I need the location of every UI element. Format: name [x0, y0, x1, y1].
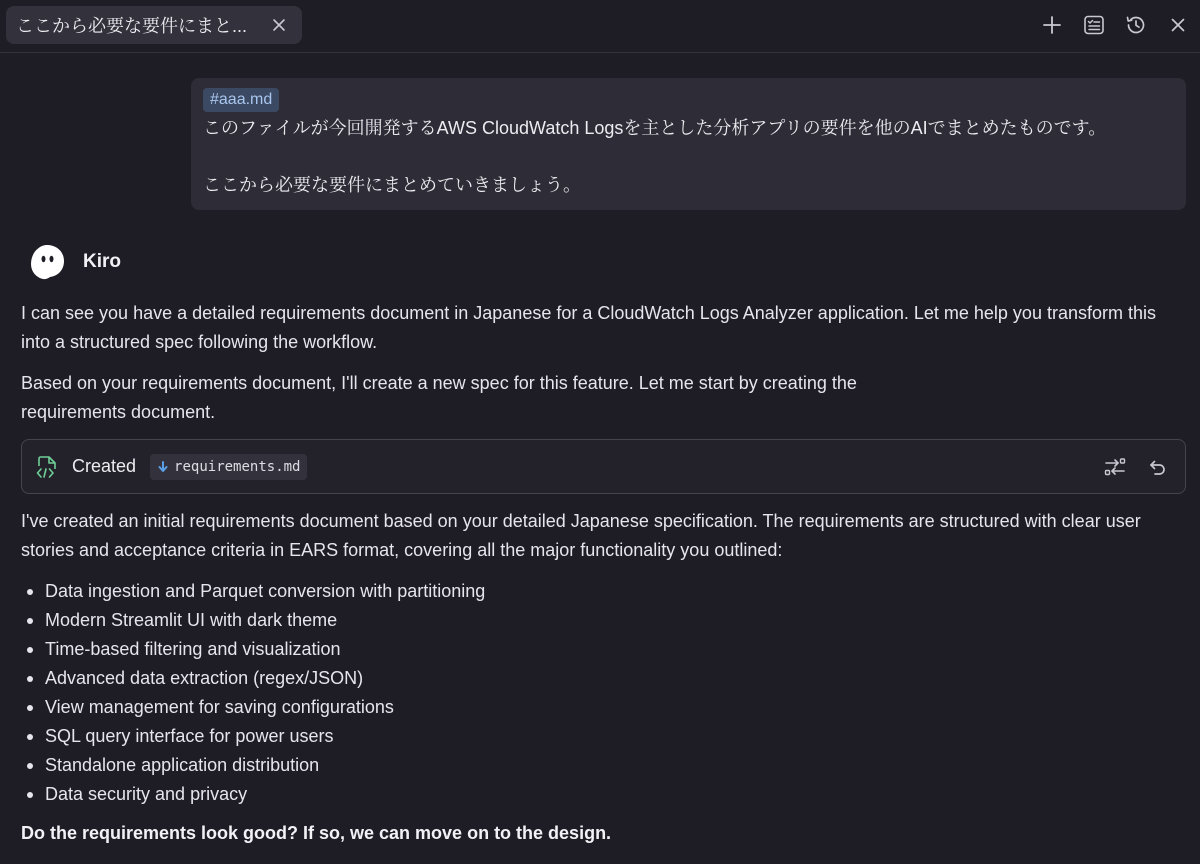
new-chat-button[interactable]	[1038, 10, 1066, 40]
close-icon	[1169, 16, 1187, 34]
file-name: requirements.md	[174, 458, 301, 475]
assistant-paragraph	[21, 369, 1186, 427]
history-button[interactable]	[1122, 10, 1150, 40]
tab-title: ここから必要な要件にまと...	[16, 16, 248, 36]
tab-bar	[0, 0, 1200, 53]
kiro-avatar-icon	[28, 243, 66, 281]
assistant-paragraph-line: requirements document.	[21, 402, 216, 422]
spec-file-icon	[34, 454, 60, 480]
user-message-line: このファイルが今回開発するAWS CloudWatch Logsを主とした分析アプリの要件を他のAIでまとめたものです。	[203, 118, 1107, 138]
task-list-icon	[1082, 13, 1106, 37]
compare-changes-button[interactable]	[1103, 455, 1127, 479]
card-actions	[1103, 455, 1169, 479]
closing-question: Do the requirements look good? If so, we can move on to the design.	[21, 823, 612, 843]
list-item: Time-based filtering and visualization	[21, 635, 485, 664]
tab-close-icon[interactable]	[268, 14, 290, 36]
assistant-paragraph-line: Based on your requirements document, I'll create a new spec for this feature. Let me start by creating the	[21, 373, 857, 393]
list-item: Data security and privacy	[21, 780, 485, 809]
created-label: Created	[72, 456, 137, 476]
assistant-header	[28, 243, 121, 281]
assistant-paragraph: I've created an initial requirements document based on your detailed Japanese specification. The requirements are structured with clear user stories and acceptance criteria in EARS format, covering all the major functionality you outlined:	[21, 511, 1141, 560]
assistant-name: Kiro	[83, 251, 121, 272]
undo-icon	[1146, 456, 1168, 478]
list-item: Modern Streamlit UI with dark theme	[21, 606, 485, 635]
list-item: Advanced data extraction (regex/JSON)	[21, 664, 485, 693]
toolbar	[1038, 10, 1192, 40]
chat-tab[interactable]	[6, 6, 302, 44]
feature-list	[21, 577, 485, 809]
markdown-file-icon	[158, 461, 168, 473]
task-list-button[interactable]	[1080, 10, 1108, 40]
history-icon	[1124, 13, 1148, 37]
file-context-chip[interactable]: #aaa.md	[203, 88, 279, 112]
close-panel-button[interactable]	[1164, 10, 1192, 40]
list-item: Standalone application distribution	[21, 751, 485, 780]
plus-icon	[1042, 15, 1062, 35]
revert-button[interactable]	[1145, 455, 1169, 479]
list-item: View management for saving configurations	[21, 693, 485, 722]
user-message	[191, 78, 1186, 210]
compare-changes-icon	[1103, 455, 1127, 479]
user-message-line: ここから必要な要件にまとめていきましょう。	[203, 175, 581, 195]
file-link-requirements[interactable]	[150, 454, 307, 480]
list-item: SQL query interface for power users	[21, 722, 485, 751]
assistant-paragraph: I can see you have a detailed requirements document in Japanese for a CloudWatch Logs Analyzer application. Let me help you transform this into a structured spec following the workflow.	[21, 303, 1156, 352]
created-file-card	[21, 439, 1186, 494]
list-item: Data ingestion and Parquet conversion with partitioning	[21, 577, 485, 606]
